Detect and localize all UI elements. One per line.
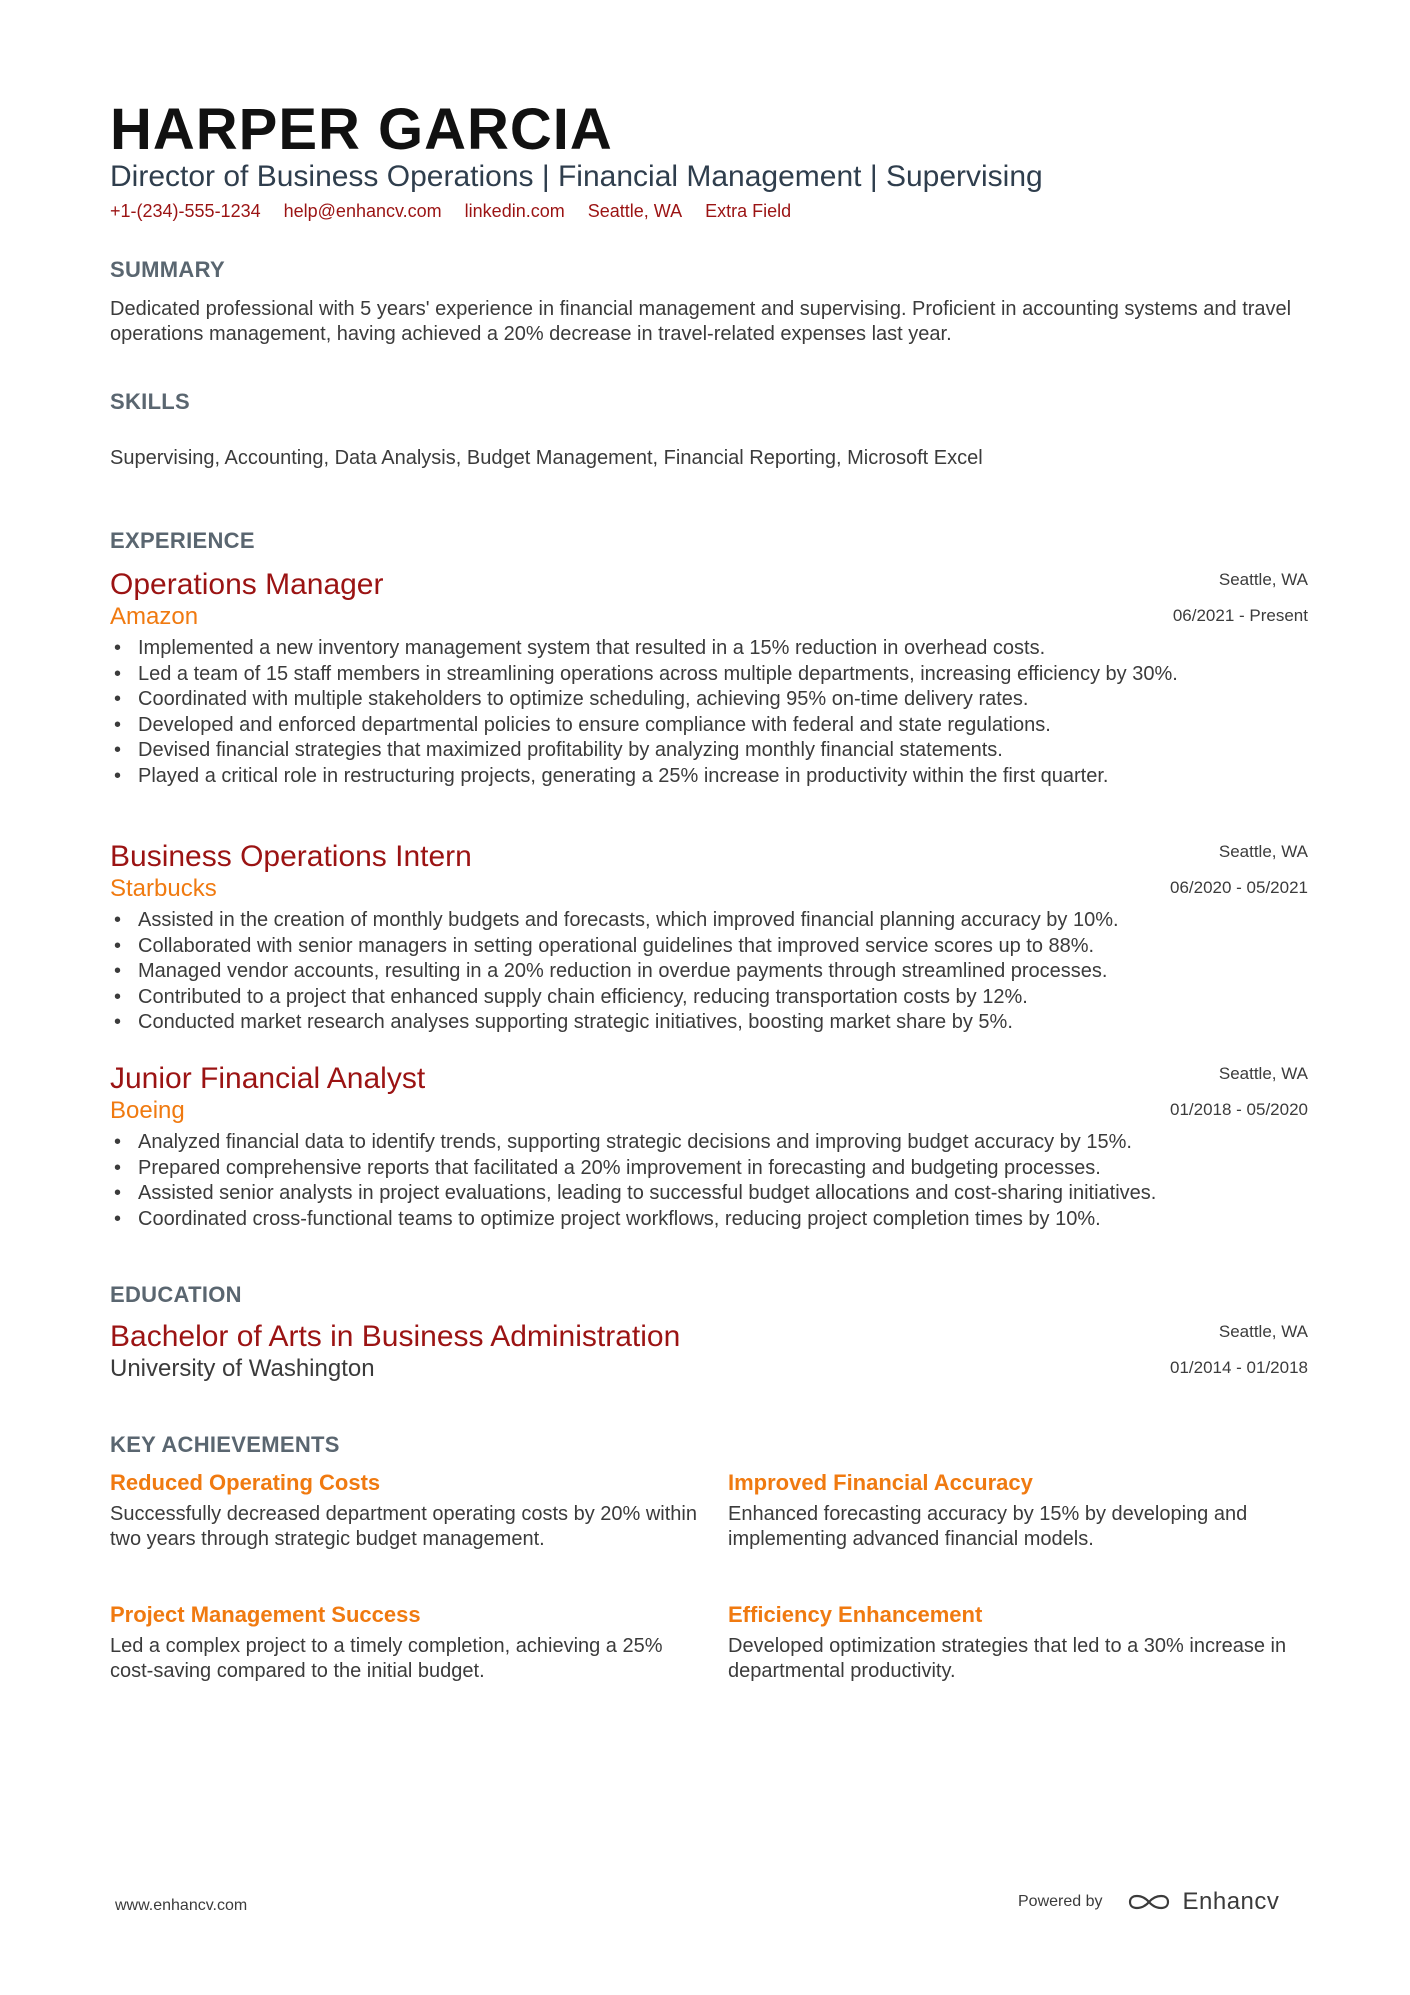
contact-extra-field: Extra Field [705,201,792,221]
achievement-item [728,1602,1308,1684]
achievement-description: Led a complex project to a timely completion, achieving a 25% cost-saving compared to the initial budget. [110,1635,663,1682]
job-bullet: • Developed and enforced departmental policies to ensure compliance with federal and state regulations. [110,713,1308,739]
job-location: Seattle, WA [1218,570,1308,589]
job-bullet: • Prepared comprehensive reports that facilitated a 20% improvement in forecasting and budgeting processes. [110,1156,1308,1182]
education-location: Seattle, WA [1218,1322,1308,1341]
job-company: Starbucks [110,875,217,902]
job-bullet: • Assisted senior analysts in project evaluations, leading to successful budget allocations and cost-sharing initiatives. [110,1181,1308,1207]
achievement-description: Successfully decreased department operating costs by 20% within two years through strategic budget management. [110,1503,697,1550]
achievement-item [110,1470,700,1552]
job-company: Boeing [110,1097,185,1124]
footer-branding [1018,1888,1279,1916]
job-bullet: • Conducted market research analyses supporting strategic initiatives, boosting market share by 5%. [110,1010,1308,1036]
job-location: Seattle, WA [1218,1064,1308,1083]
enhancv-brand-name[interactable]: Enhancv [1182,1888,1280,1915]
achievement-title: Improved Financial Accuracy [728,1470,1033,1495]
job-dates: 06/2021 - Present [1172,606,1308,625]
job-bullet: • Managed vendor accounts, resulting in a 20% reduction in overdue payments through streamlined processes. [110,959,1308,985]
job-bullet: • Coordinated cross-functional teams to optimize project workflows, reducing project completion times by 10%. [110,1207,1308,1233]
education-school: University of Washington [110,1355,375,1382]
achievements-section-title: KEY ACHIEVEMENTS [110,1432,340,1457]
summary-section-title: SUMMARY [110,257,225,282]
job-bullet: • Devised financial strategies that maximized profitability by analyzing monthly financial statements. [110,738,1308,764]
job-bullet: • Assisted in the creation of monthly budgets and forecasts, which improved financial planning accuracy by 10%. [110,908,1308,934]
job-bullet: • Implemented a new inventory management system that resulted in a 15% reduction in overhead costs. [110,636,1308,662]
job-title: Business Operations Intern [110,840,472,873]
achievement-item [110,1602,700,1684]
achievement-description: Enhanced forecasting accuracy by 15% by developing and implementing advanced financial models. [728,1503,1248,1550]
job-bullet: • Led a team of 15 staff members in streamlining operations across multiple departments, increasing efficiency by 30%. [110,662,1308,688]
contact-linkedin[interactable]: linkedin.com [464,201,565,221]
achievement-title: Efficiency Enhancement [728,1602,983,1627]
skills-section-title: SKILLS [110,389,191,414]
summary-text: Dedicated professional with 5 years' experience in financial management and supervising. Proficient in accounting systems and travel operations management, having achieved a 20% decrease in travel-related expenses last year. [110,298,1292,345]
candidate-headline: Director of Business Operations | Financial Management | Supervising [110,160,1043,193]
job-title: Junior Financial Analyst [110,1062,426,1095]
education-degree: Bachelor of Arts in Business Administration [110,1320,681,1353]
achievement-title: Project Management Success [110,1602,421,1627]
experience-section-title: EXPERIENCE [110,528,255,553]
job-bullets [110,908,1308,1036]
contact-phone[interactable]: +1-(234)-555-1234 [110,201,261,221]
experience-item [110,568,1308,818]
job-bullet: • Contributed to a project that enhanced supply chain efficiency, reducing transportation costs by 12%. [110,985,1308,1011]
footer-website-link[interactable]: www.enhancv.com [115,1897,248,1914]
job-bullet: • Analyzed financial data to identify trends, supporting strategic decisions and improving budget accuracy by 15%. [110,1130,1308,1156]
job-dates: 01/2018 - 05/2020 [1169,1100,1308,1119]
job-bullets [110,1130,1308,1232]
achievement-title: Reduced Operating Costs [110,1470,381,1495]
job-bullet: • Coordinated with multiple stakeholders to optimize scheduling, achieving 95% on-time delivery rates. [110,687,1308,713]
contact-row [110,201,809,222]
experience-item [110,1062,1308,1242]
job-bullet: • Played a critical role in restructuring projects, generating a 25% increase in productivity within the first quarter. [110,764,1308,790]
achievement-description: Developed optimization strategies that led to a 30% increase in departmental productivity. [728,1635,1287,1682]
contact-email[interactable]: help@enhancv.com [283,201,442,221]
job-bullet: • Collaborated with senior managers in setting operational guidelines that improved service scores up to 88%. [110,934,1308,960]
experience-item [110,840,1308,1040]
education-item [110,1320,1308,1390]
education-section-title: EDUCATION [110,1282,242,1307]
job-bullets [110,636,1308,789]
job-title: Operations Manager [110,568,384,601]
job-company: Amazon [110,603,199,630]
contact-location: Seattle, WA [587,201,683,221]
candidate-name: HARPER GARCIA [110,97,613,162]
powered-by-label: Powered by [1018,1893,1103,1910]
job-dates: 06/2020 - 05/2021 [1169,878,1308,897]
job-location: Seattle, WA [1218,842,1308,861]
skills-text: Supervising, Accounting, Data Analysis, Budget Management, Financial Reporting, Microsoft Excel [110,447,983,469]
enhancv-logo-icon [1127,1889,1171,1915]
achievement-item [728,1470,1308,1552]
education-dates: 01/2014 - 01/2018 [1169,1358,1308,1377]
